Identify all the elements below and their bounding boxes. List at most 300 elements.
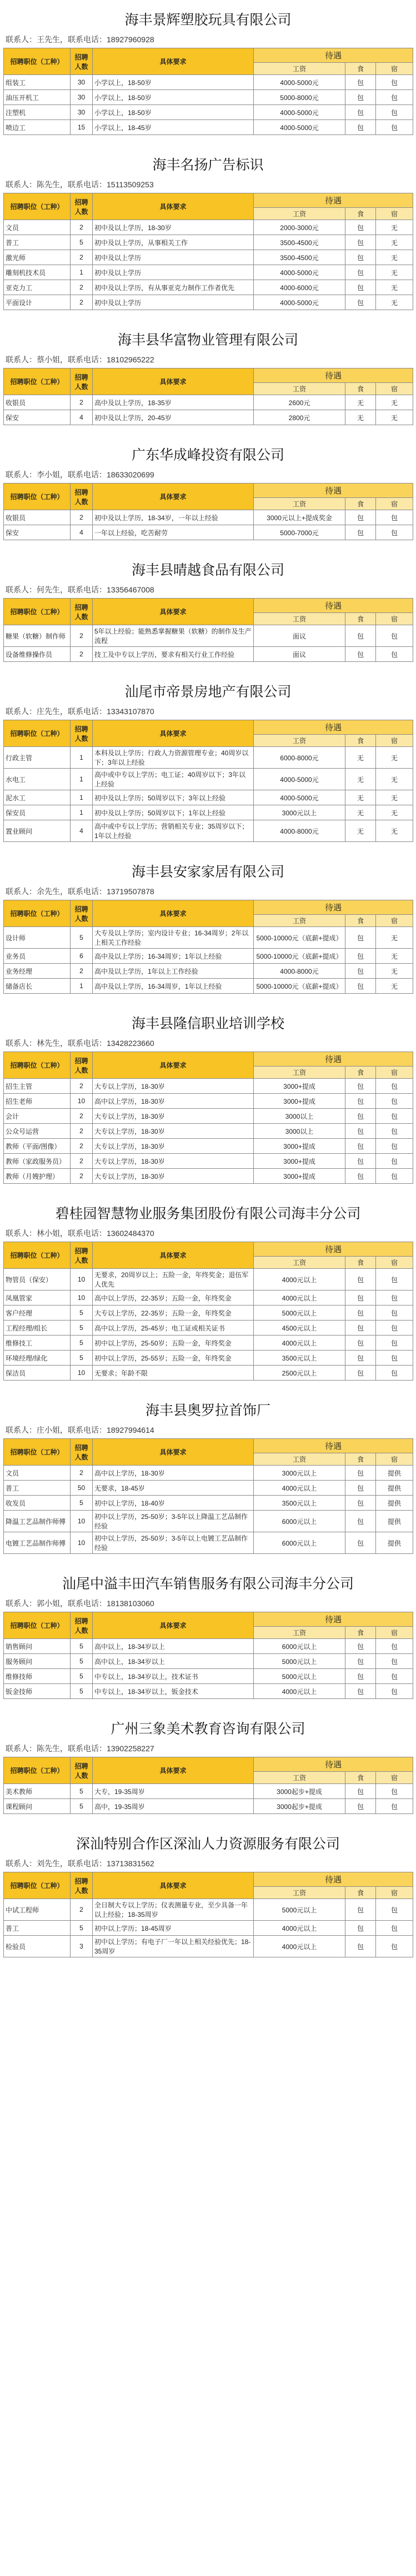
cell-count: 4 xyxy=(71,820,93,842)
cell-requirements: 初中及以上学历，20-45岁 xyxy=(93,410,254,425)
cell-lodging: 包 xyxy=(376,525,413,540)
cell-requirements: 初中以上学历，18-40岁 xyxy=(93,1496,254,1511)
company-contact: 联系人：李小姐，联系电话：18633020699 xyxy=(6,470,154,479)
company-contact: 联系人：庄小姐，联系电话：18927994614 xyxy=(6,1426,154,1434)
header-requirements: 具体要求 xyxy=(93,599,254,625)
cell-requirements: 大专，19-35周岁 xyxy=(93,1784,254,1799)
cell-count: 5 xyxy=(71,1921,93,1936)
table-header-row xyxy=(4,368,413,383)
company-contact: 联系人：林小姐，联系电话：13602484370 xyxy=(6,1229,154,1238)
table-row xyxy=(4,805,413,820)
cell-salary: 3000起步+提成 xyxy=(254,1784,345,1799)
cell-requirements: 高中及以上学历，16-34周岁，1年以上经验 xyxy=(93,979,254,994)
job-table xyxy=(3,1052,413,1184)
cell-position: 水电工 xyxy=(4,769,71,790)
company-name: 广州三象美术教育咨询有限公司 xyxy=(111,1722,305,1737)
header-lodging: 宿 xyxy=(376,1772,413,1784)
cell-salary: 4000元以上 xyxy=(254,1291,345,1306)
cell-food: 包 xyxy=(345,1639,376,1654)
header-position: 招聘职位（工种） xyxy=(4,1872,71,1899)
table-row xyxy=(4,820,413,842)
cell-salary: 3500-4500元 xyxy=(254,235,345,250)
header-salary: 工资 xyxy=(254,1257,345,1269)
header-salary: 工资 xyxy=(254,63,345,75)
cell-requirements: 无要求；年龄不限 xyxy=(93,1366,254,1381)
cell-position: 降温工艺品制作师傅 xyxy=(4,1511,71,1532)
cell-position: 中试工程师 xyxy=(4,1899,71,1921)
cell-requirements: 初中以上学历；18-45周岁 xyxy=(93,1921,254,1936)
company-section xyxy=(0,320,416,435)
header-count: 招聘人数 xyxy=(71,193,93,220)
cell-lodging: 包 xyxy=(376,1784,413,1799)
cell-food: 包 xyxy=(345,510,376,525)
cell-requirements: 高中及以上学历，18-35岁 xyxy=(93,395,254,410)
table-row xyxy=(4,1291,413,1306)
table-row xyxy=(4,1669,413,1684)
cell-count: 2 xyxy=(71,1154,93,1169)
cell-lodging: 包 xyxy=(376,1321,413,1336)
cell-position: 设备维修操作员 xyxy=(4,647,71,662)
cell-count: 50 xyxy=(71,1481,93,1496)
cell-count: 5 xyxy=(71,1684,93,1699)
cell-lodging: 包 xyxy=(376,1154,413,1169)
cell-requirements: 初中及以上学历 xyxy=(93,265,254,280)
cell-food: 包 xyxy=(345,265,376,280)
header-requirements: 具体要求 xyxy=(93,368,254,395)
company-section xyxy=(0,550,416,672)
job-table xyxy=(3,193,413,310)
cell-lodging: 提供 xyxy=(376,1481,413,1496)
table-row xyxy=(4,1684,413,1699)
company-name: 海丰县奥罗拉首饰厂 xyxy=(145,1403,270,1418)
table-row xyxy=(4,1936,413,1957)
cell-salary: 4000-8000元 xyxy=(254,820,345,842)
cell-requirements: 高中以上，18-34岁以上 xyxy=(93,1654,254,1669)
cell-salary: 3000以上 xyxy=(254,1109,345,1124)
cell-food: 包 xyxy=(345,220,376,235)
cell-position: 工程经理/组长 xyxy=(4,1321,71,1336)
cell-salary: 6000元以上 xyxy=(254,1532,345,1554)
cell-lodging: 包 xyxy=(376,90,413,105)
table-row xyxy=(4,1496,413,1511)
cell-food: 包 xyxy=(345,280,376,295)
cell-requirements: 小学以上，18-50岁 xyxy=(93,75,254,90)
cell-salary: 3500-4500元 xyxy=(254,250,345,265)
cell-salary: 4000元以上 xyxy=(254,1936,345,1957)
cell-lodging: 包 xyxy=(376,625,413,647)
company-contact: 联系人：何先生，联系电话：13356467008 xyxy=(6,585,154,594)
job-table xyxy=(3,1438,413,1554)
job-table xyxy=(3,720,413,842)
cell-requirements: 小学以上，18-50岁 xyxy=(93,90,254,105)
cell-count: 4 xyxy=(71,410,93,425)
company-contact: 联系人：陈先生，联系电话：13902258227 xyxy=(6,1744,154,1753)
cell-salary: 4000-5000元 xyxy=(254,75,345,90)
cell-position: 课程顾问 xyxy=(4,1799,71,1814)
header-lodging: 宿 xyxy=(376,383,413,395)
header-salary: 工资 xyxy=(254,915,345,927)
table-row xyxy=(4,1899,413,1921)
cell-lodging: 包 xyxy=(376,1921,413,1936)
company-section xyxy=(0,1564,416,1709)
cell-position: 美术教师 xyxy=(4,1784,71,1799)
cell-requirements: 初中及以上学历，18-34岁，一年以上经验 xyxy=(93,510,254,525)
header-requirements: 具体要求 xyxy=(93,1242,254,1269)
cell-salary: 3500元以上 xyxy=(254,1496,345,1511)
cell-salary: 5000-10000元（底薪+提成） xyxy=(254,927,345,949)
table-row xyxy=(4,1532,413,1554)
cell-food: 包 xyxy=(345,1684,376,1699)
cell-count: 10 xyxy=(71,1366,93,1381)
cell-lodging: 包 xyxy=(376,75,413,90)
header-treatment: 待遇 xyxy=(254,900,413,915)
header-treatment: 待遇 xyxy=(254,720,413,735)
cell-lodging: 提供 xyxy=(376,1496,413,1511)
cell-requirements: 中专以上，18-34岁以上，技术证书 xyxy=(93,1669,254,1684)
cell-food: 包 xyxy=(345,295,376,310)
cell-lodging: 无 xyxy=(376,235,413,250)
cell-salary: 4000-5000元 xyxy=(254,295,345,310)
cell-position: 业务经理 xyxy=(4,964,71,979)
cell-position: 组装工 xyxy=(4,75,71,90)
cell-salary: 2600元 xyxy=(254,395,345,410)
cell-requirements: 本科及以上学历；行政人力资源管理专业；40周岁以下；3年以上经验 xyxy=(93,747,254,769)
cell-requirements: 技工及中专以上学历，要求有相关行业工作经验 xyxy=(93,647,254,662)
cell-requirements: 初中以上学历，25-55岁；五险一金，年终奖金 xyxy=(93,1351,254,1366)
cell-requirements: 全日制大专以上学历；仪表测量专业，至少具备一年以上经验；18-35周岁 xyxy=(93,1899,254,1921)
cell-food: 包 xyxy=(345,250,376,265)
cell-lodging: 包 xyxy=(376,1639,413,1654)
table-row xyxy=(4,1366,413,1381)
table-row xyxy=(4,769,413,790)
table-row xyxy=(4,120,413,135)
cell-food: 包 xyxy=(345,1139,376,1154)
header-count: 招聘人数 xyxy=(71,900,93,927)
cell-lodging: 包 xyxy=(376,1139,413,1154)
cell-requirements: 初中以上学历，25-50岁；3-5年以上电镀工艺品制作经验 xyxy=(93,1532,254,1554)
table-row xyxy=(4,1169,413,1184)
table-row xyxy=(4,949,413,964)
cell-requirements: 初中及以上学历；50周岁以下；1年以上经验 xyxy=(93,805,254,820)
cell-salary: 5000-10000元（底薪+提成） xyxy=(254,979,345,994)
cell-count: 1 xyxy=(71,265,93,280)
cell-position: 销售顾问 xyxy=(4,1639,71,1654)
cell-count: 5 xyxy=(71,1799,93,1814)
cell-requirements: 小学以上，18-45岁 xyxy=(93,120,254,135)
header-lodging: 宿 xyxy=(376,735,413,747)
cell-position: 教师（平面/图像） xyxy=(4,1139,71,1154)
table-header-row xyxy=(4,1612,413,1627)
cell-position: 亚克力工 xyxy=(4,280,71,295)
header-treatment: 待遇 xyxy=(254,1439,413,1453)
cell-food: 包 xyxy=(345,625,376,647)
cell-position: 喷边工 xyxy=(4,120,71,135)
table-row xyxy=(4,1154,413,1169)
cell-count: 5 xyxy=(71,1639,93,1654)
cell-position: 普工 xyxy=(4,1481,71,1496)
cell-lodging: 无 xyxy=(376,949,413,964)
header-salary: 工资 xyxy=(254,208,345,220)
company-section xyxy=(0,1824,416,1967)
header-salary: 工资 xyxy=(254,498,345,510)
header-lodging: 宿 xyxy=(376,1067,413,1079)
cell-food: 无 xyxy=(345,410,376,425)
cell-lodging: 包 xyxy=(376,105,413,120)
cell-count: 2 xyxy=(71,1899,93,1921)
header-lodging: 宿 xyxy=(376,915,413,927)
cell-food: 包 xyxy=(345,1269,376,1291)
cell-lodging: 无 xyxy=(376,280,413,295)
cell-lodging: 包 xyxy=(376,1799,413,1814)
header-lodging: 宿 xyxy=(376,1627,413,1639)
cell-salary: 3000以上 xyxy=(254,1124,345,1139)
header-position: 招聘职位（工种） xyxy=(4,1242,71,1269)
cell-food: 包 xyxy=(345,1669,376,1684)
table-header-row xyxy=(4,1439,413,1453)
header-salary: 工资 xyxy=(254,735,345,747)
company-contact: 联系人：林先生，联系电话：13428223660 xyxy=(6,1039,154,1048)
cell-count: 10 xyxy=(71,1291,93,1306)
cell-requirements: 高中或中专以上学历；电工证；40周岁以下；3年以上经验 xyxy=(93,769,254,790)
company-section xyxy=(0,1194,416,1391)
cell-count: 2 xyxy=(71,1079,93,1094)
header-requirements: 具体要求 xyxy=(93,1757,254,1784)
cell-salary: 3000元以上 xyxy=(254,805,345,820)
cell-salary: 5000元以上 xyxy=(254,1306,345,1321)
cell-requirements: 大专以上学历，18-30岁 xyxy=(93,1169,254,1184)
cell-lodging: 包 xyxy=(376,1124,413,1139)
cell-lodging: 无 xyxy=(376,395,413,410)
header-food: 食 xyxy=(345,63,376,75)
cell-salary: 5000元以上 xyxy=(254,1899,345,1921)
cell-count: 5 xyxy=(71,1321,93,1336)
header-requirements: 具体要求 xyxy=(93,1872,254,1899)
header-treatment: 待遇 xyxy=(254,1757,413,1772)
header-treatment: 待遇 xyxy=(254,599,413,613)
cell-position: 客户经理 xyxy=(4,1306,71,1321)
table-row xyxy=(4,1321,413,1336)
company-section xyxy=(0,435,416,550)
table-row xyxy=(4,250,413,265)
company-contact: 联系人：郭小姐，联系电话：18138103060 xyxy=(6,1599,154,1608)
company-contact: 联系人：王先生，联系电话：18927960928 xyxy=(6,35,154,44)
cell-count: 2 xyxy=(71,1109,93,1124)
header-position: 招聘职位（工种） xyxy=(4,193,71,220)
company-section xyxy=(0,672,416,852)
header-food: 食 xyxy=(345,1627,376,1639)
cell-salary: 3000+提成 xyxy=(254,1169,345,1184)
table-row xyxy=(4,1306,413,1321)
cell-lodging: 包 xyxy=(376,1291,413,1306)
company-section xyxy=(0,1391,416,1564)
cell-requirements: 大专以上学历，22-35岁；五险一金，年终奖金 xyxy=(93,1306,254,1321)
cell-count: 10 xyxy=(71,1094,93,1109)
cell-salary: 4000-5000元 xyxy=(254,790,345,805)
cell-position: 置业顾问 xyxy=(4,820,71,842)
header-position: 招聘职位（工种） xyxy=(4,1612,71,1639)
cell-lodging: 无 xyxy=(376,964,413,979)
table-row xyxy=(4,979,413,994)
cell-lodging: 包 xyxy=(376,120,413,135)
cell-salary: 4000-5000元 xyxy=(254,265,345,280)
cell-position: 收银员 xyxy=(4,395,71,410)
cell-food: 包 xyxy=(345,1899,376,1921)
header-requirements: 具体要求 xyxy=(93,720,254,747)
cell-salary: 6000-8000元 xyxy=(254,747,345,769)
cell-food: 包 xyxy=(345,120,376,135)
table-row xyxy=(4,1799,413,1814)
cell-position: 保洁员 xyxy=(4,1366,71,1381)
cell-requirements: 高中以上学历，18-30岁 xyxy=(93,1466,254,1481)
cell-requirements: 初中以上学历，25-50岁；五险一金，年终奖金 xyxy=(93,1336,254,1351)
cell-salary: 3000+提成 xyxy=(254,1094,345,1109)
cell-food: 包 xyxy=(345,1481,376,1496)
cell-salary: 4000-5000元 xyxy=(254,769,345,790)
cell-count: 5 xyxy=(71,1669,93,1684)
header-requirements: 具体要求 xyxy=(93,1439,254,1466)
company-section xyxy=(0,1004,416,1194)
cell-food: 包 xyxy=(345,1936,376,1957)
cell-food: 包 xyxy=(345,964,376,979)
table-header-row xyxy=(4,599,413,613)
cell-requirements: 无要求，20周岁以上；五险一金，年终奖金；退伍军人优先 xyxy=(93,1269,254,1291)
job-table xyxy=(3,483,413,540)
header-count: 招聘人数 xyxy=(71,599,93,625)
cell-position: 注塑机 xyxy=(4,105,71,120)
cell-food: 包 xyxy=(345,1336,376,1351)
cell-count: 5 xyxy=(71,235,93,250)
company-name: 海丰县华富物业管理有限公司 xyxy=(117,333,298,348)
cell-count: 5 xyxy=(71,1496,93,1511)
cell-position: 糖果（软糖）制作师 xyxy=(4,625,71,647)
table-row xyxy=(4,1094,413,1109)
header-salary: 工资 xyxy=(254,613,345,625)
cell-salary: 5000元以上 xyxy=(254,1669,345,1684)
header-count: 招聘人数 xyxy=(71,1439,93,1466)
cell-food: 包 xyxy=(345,525,376,540)
header-treatment: 待遇 xyxy=(254,1052,413,1067)
cell-position: 物管员（保安） xyxy=(4,1269,71,1291)
header-position: 招聘职位（工种） xyxy=(4,1757,71,1784)
cell-requirements: 高中及以上学历；16-34周岁；1年以上经验 xyxy=(93,949,254,964)
cell-lodging: 包 xyxy=(376,1336,413,1351)
job-table xyxy=(3,1242,413,1381)
table-header-row xyxy=(4,484,413,498)
cell-food: 包 xyxy=(345,1079,376,1094)
cell-requirements: 5年以上经验；能熟悉掌握糖果（软糖）的制作及生产流程 xyxy=(93,625,254,647)
cell-salary: 3500元以上 xyxy=(254,1351,345,1366)
cell-requirements: 一年以上经验，吃苦耐劳 xyxy=(93,525,254,540)
header-count: 招聘人数 xyxy=(71,484,93,510)
cell-requirements: 高中及以上学历，1年以上工作经验 xyxy=(93,964,254,979)
company-name: 汕尾中溢丰田汽车销售服务有限公司海丰分公司 xyxy=(62,1577,354,1592)
header-salary: 工资 xyxy=(254,1887,345,1899)
cell-food: 包 xyxy=(345,1466,376,1481)
cell-position: 维修技工 xyxy=(4,1336,71,1351)
cell-food: 包 xyxy=(345,1094,376,1109)
cell-lodging: 无 xyxy=(376,979,413,994)
cell-count: 30 xyxy=(71,105,93,120)
table-header-row xyxy=(4,48,413,63)
cell-food: 无 xyxy=(345,747,376,769)
cell-requirements: 小学以上，18-50岁 xyxy=(93,105,254,120)
cell-lodging: 包 xyxy=(376,1936,413,1957)
header-requirements: 具体要求 xyxy=(93,900,254,927)
cell-salary: 4000-6000元 xyxy=(254,280,345,295)
cell-requirements: 大专以上学历，18-30岁 xyxy=(93,1154,254,1169)
cell-lodging: 包 xyxy=(376,1094,413,1109)
cell-lodging: 包 xyxy=(376,1366,413,1381)
cell-lodging: 无 xyxy=(376,220,413,235)
table-row xyxy=(4,1336,413,1351)
header-food: 食 xyxy=(345,613,376,625)
table-row xyxy=(4,1124,413,1139)
cell-position: 凤凰管家 xyxy=(4,1291,71,1306)
table-row xyxy=(4,625,413,647)
header-treatment: 待遇 xyxy=(254,484,413,498)
header-count: 招聘人数 xyxy=(71,1612,93,1639)
header-treatment: 待遇 xyxy=(254,193,413,208)
header-food: 食 xyxy=(345,1257,376,1269)
cell-count: 15 xyxy=(71,120,93,135)
cell-count: 5 xyxy=(71,1654,93,1669)
cell-position: 保安 xyxy=(4,525,71,540)
header-lodging: 宿 xyxy=(376,1887,413,1899)
header-count: 招聘人数 xyxy=(71,1757,93,1784)
cell-lodging: 包 xyxy=(376,1899,413,1921)
header-requirements: 具体要求 xyxy=(93,1052,254,1079)
cell-count: 10 xyxy=(71,1269,93,1291)
job-table xyxy=(3,900,413,994)
cell-lodging: 包 xyxy=(376,510,413,525)
cell-position: 储备店长 xyxy=(4,979,71,994)
cell-count: 5 xyxy=(71,927,93,949)
table-row xyxy=(4,1921,413,1936)
cell-requirements: 大专以上学历，18-30岁 xyxy=(93,1139,254,1154)
cell-food: 包 xyxy=(345,1321,376,1336)
company-contact: 联系人：庄先生，联系电话：13343107870 xyxy=(6,707,154,716)
cell-food: 包 xyxy=(345,1496,376,1511)
cell-food: 包 xyxy=(345,235,376,250)
header-food: 食 xyxy=(345,1772,376,1784)
cell-food: 包 xyxy=(345,927,376,949)
cell-count: 6 xyxy=(71,949,93,964)
cell-count: 2 xyxy=(71,625,93,647)
cell-position: 保安员 xyxy=(4,805,71,820)
cell-position: 激光师 xyxy=(4,250,71,265)
table-row xyxy=(4,1109,413,1124)
table-header-row xyxy=(4,720,413,735)
table-row xyxy=(4,1639,413,1654)
cell-food: 包 xyxy=(345,1654,376,1669)
header-salary: 工资 xyxy=(254,1772,345,1784)
cell-position: 收银员 xyxy=(4,510,71,525)
cell-count: 30 xyxy=(71,90,93,105)
cell-position: 教师（月嫂护理） xyxy=(4,1169,71,1184)
company-section xyxy=(0,0,416,145)
cell-count: 2 xyxy=(71,280,93,295)
cell-count: 2 xyxy=(71,1139,93,1154)
cell-requirements: 高中以上学历，18-30岁 xyxy=(93,1094,254,1109)
header-food: 食 xyxy=(345,1067,376,1079)
table-row xyxy=(4,1466,413,1481)
cell-requirements: 初中及以上学历，有从事亚克力制作工作者优先 xyxy=(93,280,254,295)
table-row xyxy=(4,1481,413,1496)
cell-position: 文员 xyxy=(4,1466,71,1481)
cell-lodging: 包 xyxy=(376,1306,413,1321)
job-table xyxy=(3,368,413,425)
cell-salary: 4000-5000元 xyxy=(254,120,345,135)
